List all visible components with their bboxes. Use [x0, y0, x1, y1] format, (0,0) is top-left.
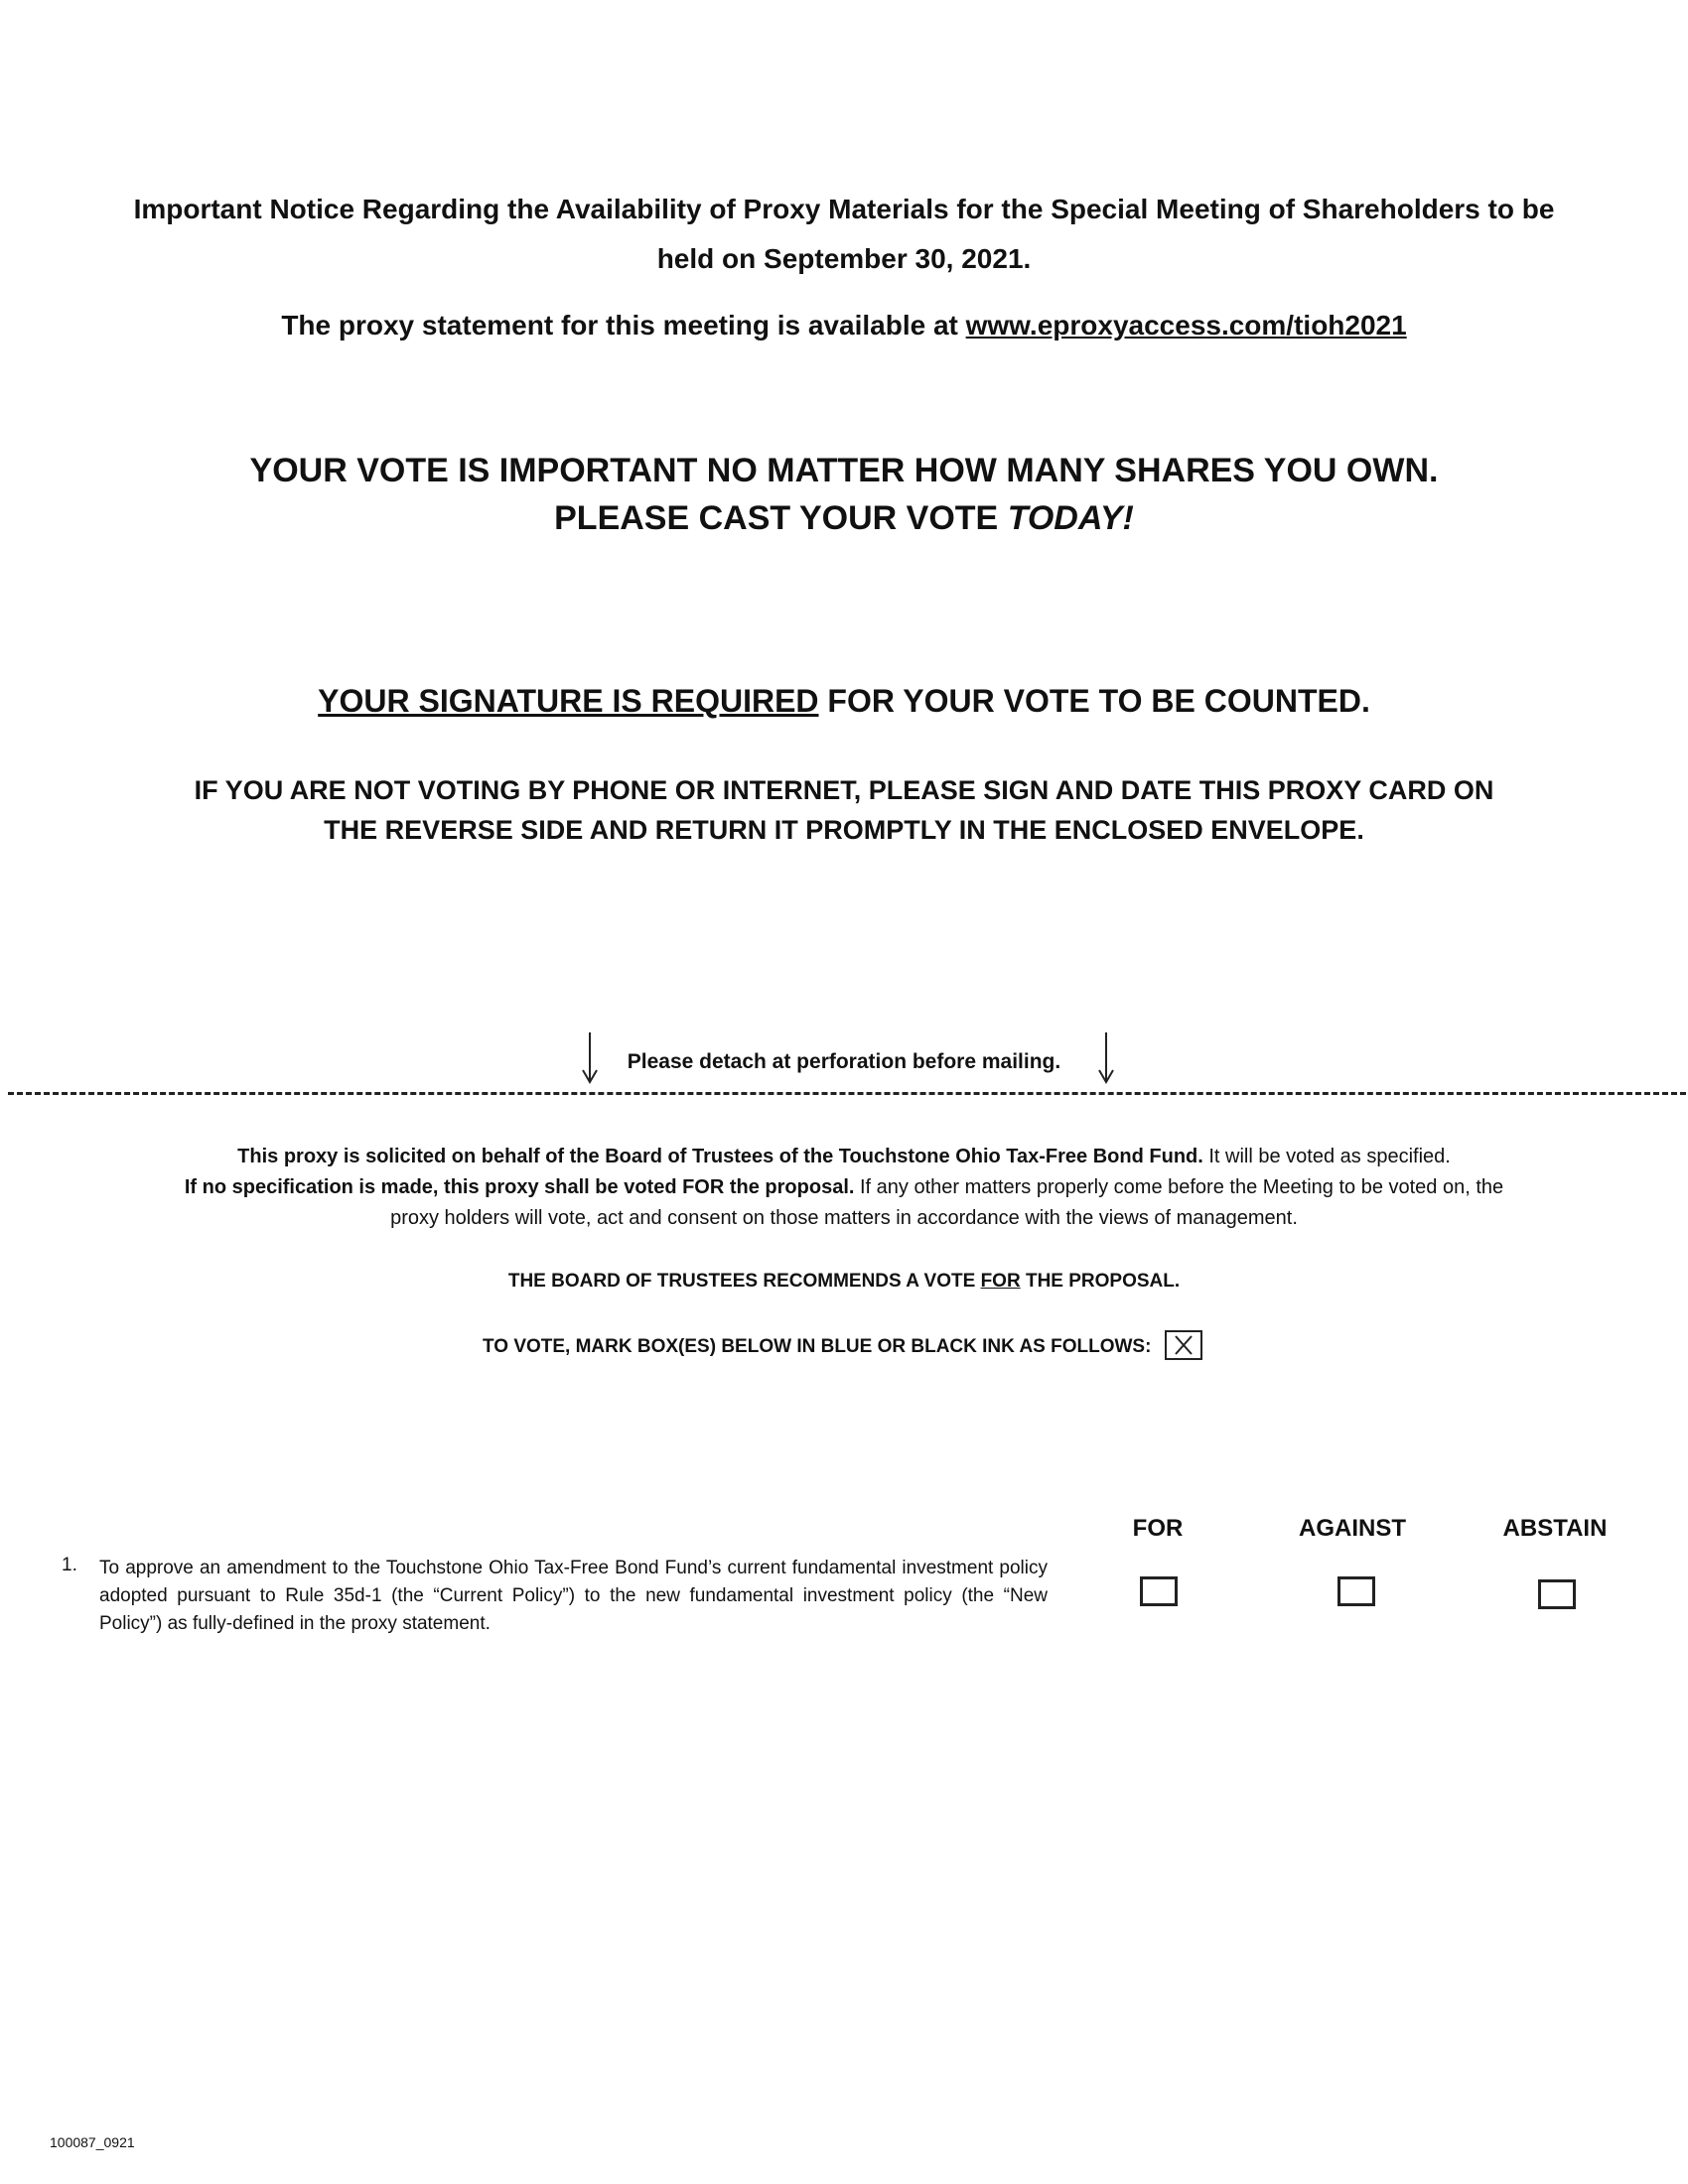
against-checkbox[interactable]: [1337, 1576, 1375, 1606]
today-emphasis: TODAY!: [1007, 499, 1134, 537]
example-marked-box: [1165, 1330, 1202, 1360]
solicitation-paragraph: [0, 1142, 1688, 1234]
meeting-notice-line1: Important Notice Regarding the Availability of Proxy Materials for the Special Meeting of Shareholders to be: [133, 194, 1555, 224]
meeting-notice-line2: held on September 30, 2021.: [656, 243, 1032, 274]
vote-important-line2: [0, 494, 1688, 542]
abstain-checkbox[interactable]: [1538, 1579, 1576, 1609]
solicitation-plain-1: It will be voted as specified.: [1202, 1146, 1451, 1167]
form-code: 100087_0921: [50, 2134, 135, 2150]
column-against: AGAINST: [1299, 1515, 1406, 1542]
board-recommendation: [0, 1271, 1688, 1293]
solicitation-plain-2: If any other matters properly come before the Meeting to be voted on, the proxy holders will vote, act and consent on those matters in accordance with the views of management.: [390, 1176, 1504, 1229]
solicitation-bold-1: This proxy is solicited on behalf of the Board of Trustees of the Touchstone Ohio Tax-Free Bond Fund.: [237, 1146, 1203, 1167]
for-checkbox[interactable]: [1140, 1576, 1178, 1606]
down-arrow-icon: [1096, 1032, 1116, 1084]
mail-instructions: IF YOU ARE NOT VOTING BY PHONE OR INTERNET, PLEASE SIGN AND DATE THIS PROXY CARD ON THE REVERSE SIDE AND RETURN IT PROMPTLY IN THE ENCLOSED ENVELOPE.: [194, 775, 1494, 845]
recommendation-suffix: THE PROPOSAL.: [1020, 1271, 1181, 1292]
mark-instructions: TO VOTE, MARK BOX(ES) BELOW IN BLUE OR BLACK INK AS FOLLOWS:: [483, 1336, 1152, 1357]
solicitation-bold-2: If no specification is made, this proxy shall be voted FOR the proposal.: [184, 1176, 855, 1198]
vote-important-banner: [0, 447, 1688, 542]
recommendation-prefix: THE BOARD OF TRUSTEES RECOMMENDS A VOTE: [507, 1271, 981, 1292]
proxy-statement-link[interactable]: www.eproxyaccess.com/tioh2021: [965, 310, 1407, 341]
cast-vote-text: PLEASE CAST YOUR VOTE: [554, 499, 1008, 537]
availability-text: The proxy statement for this meeting is available at: [281, 310, 966, 341]
perforation-line: [8, 1092, 1686, 1095]
detach-instruction: Please detach at perforation before mailing.: [627, 1050, 1061, 1073]
proxy-availability: [0, 310, 1688, 341]
recommendation-for: FOR: [980, 1271, 1021, 1292]
column-for: FOR: [1132, 1515, 1184, 1542]
signature-required-heading: [0, 683, 1688, 720]
signature-required-rest: FOR YOUR VOTE TO BE COUNTED.: [818, 683, 1370, 719]
vote-important-line1: YOUR VOTE IS IMPORTANT NO MATTER HOW MANY SHARES YOU OWN.: [249, 452, 1439, 489]
proposal-text: To approve an amendment to the Touchstone Ohio Tax-Free Bond Fund’s current fundamental investment policy adopted pursuant to Rule 35d-1 (the “Current Policy”) to the new fundamental investment policy (the “New Policy”) as fully-defined in the proxy statement.: [99, 1558, 1048, 1634]
column-abstain: ABSTAIN: [1502, 1515, 1608, 1542]
x-mark-icon: [1167, 1332, 1200, 1358]
meeting-notice: [0, 185, 1688, 284]
proposal-number: 1.: [62, 1555, 77, 1575]
signature-required-underlined: YOUR SIGNATURE IS REQUIRED: [318, 683, 819, 719]
